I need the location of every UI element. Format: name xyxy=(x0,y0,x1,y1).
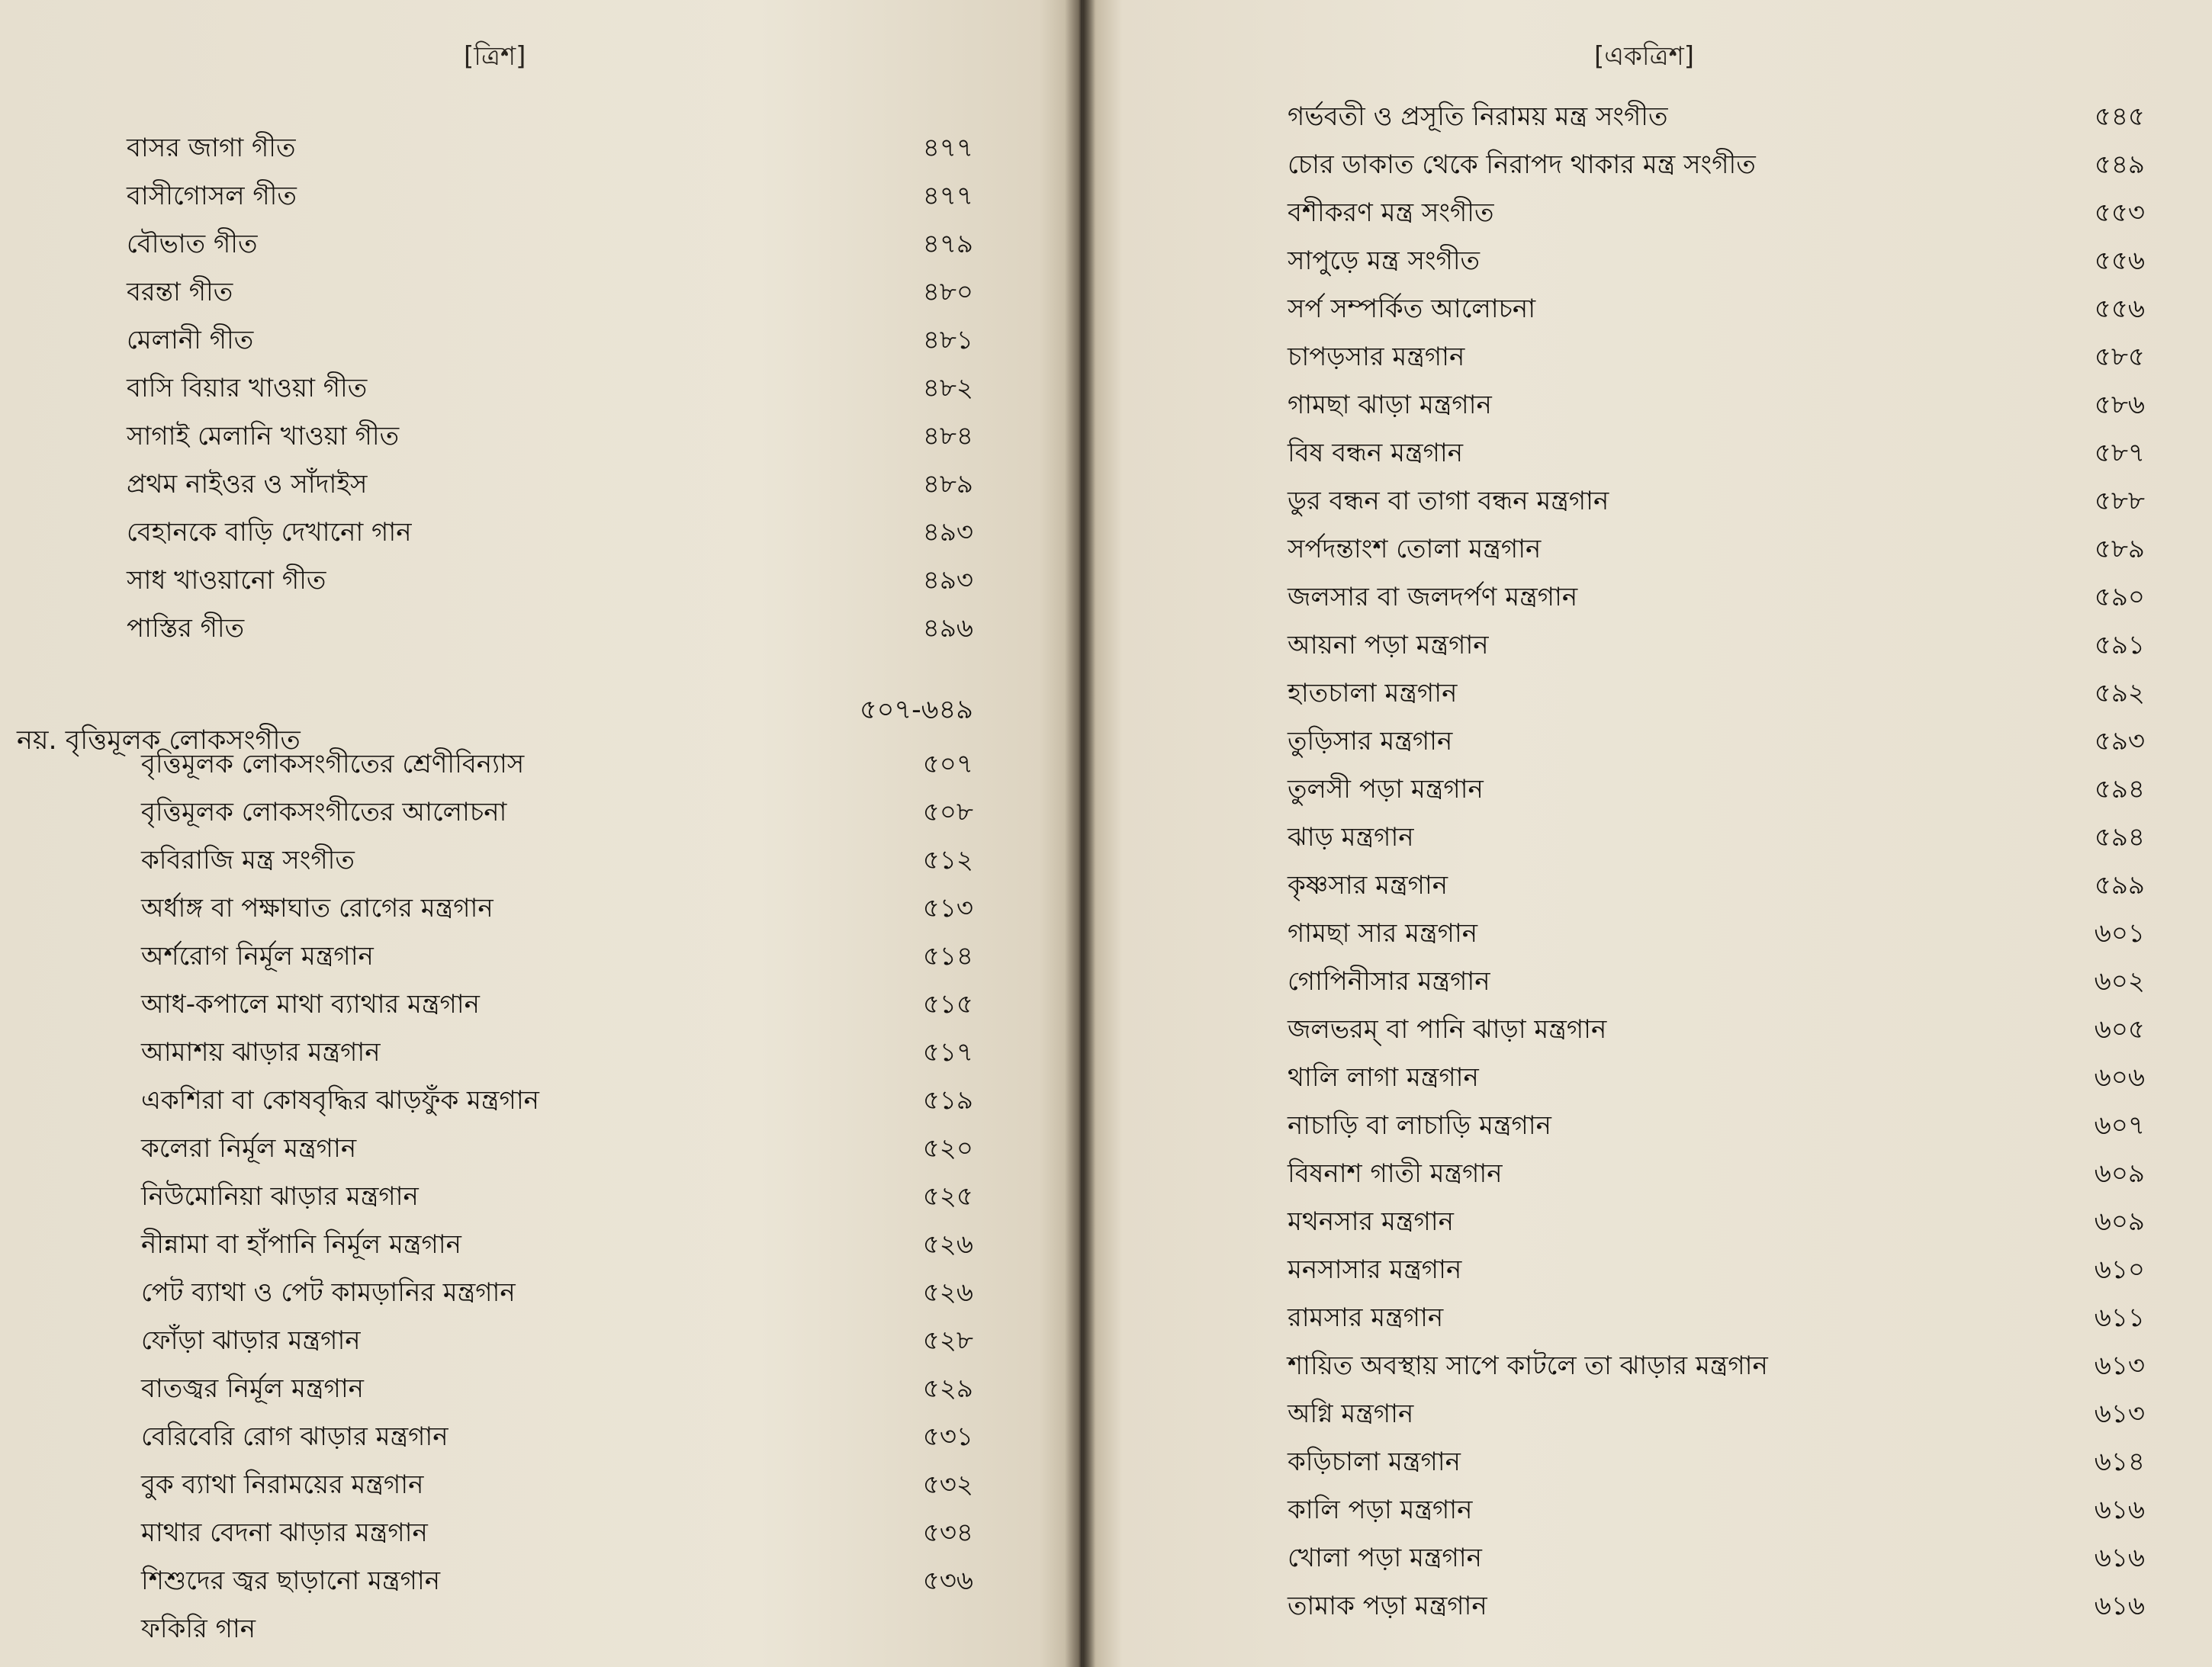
entry-title: বুক ব্যাথা নিরাময়ের মন্ত্রগান xyxy=(141,1469,424,1500)
entry-title: আধ-কপালে মাথা ব্যাথার মন্ত্রগান xyxy=(141,989,480,1020)
entry-title: কালি পড়া মন্ত্রগান xyxy=(1288,1495,1473,1525)
toc-entry xyxy=(127,220,973,268)
entry-title: বাসি বিয়ার খাওয়া গীত xyxy=(127,373,368,403)
entry-title: গামছা সার মন্ত্রগান xyxy=(1288,918,1478,949)
entry-title: চোর ডাকাত থেকে নিরাপদ থাকার মন্ত্র সংগীত xyxy=(1288,149,1756,180)
entry-page-number: ৫৯০ xyxy=(2094,582,2145,612)
toc-entry xyxy=(1288,814,2145,861)
entry-page-number: ৫৮৬ xyxy=(2094,390,2145,420)
entry-page-number: ৪৯৬ xyxy=(922,613,973,644)
entry-page-number: ৫১৫ xyxy=(922,989,973,1020)
toc-entry xyxy=(141,1461,973,1508)
entry-page-number: ৫৯৩ xyxy=(2094,726,2145,756)
entry-page-number: ৬১৬ xyxy=(2094,1591,2145,1621)
entry-page-number: ৪৮০ xyxy=(922,277,973,307)
toc-entry xyxy=(1288,477,2145,525)
entry-page-number: ৫২০ xyxy=(922,1133,973,1164)
toc-entry xyxy=(1288,1342,2145,1389)
entry-page-number: ৪৮৪ xyxy=(922,421,973,451)
section-heading xyxy=(17,686,973,756)
entry-page-number: ৬০১ xyxy=(2094,918,2145,949)
entry-title: মাথার বেদনা ঝাড়ার মন্ত্রগান xyxy=(141,1518,428,1548)
entry-page-number: ৫০৮ xyxy=(922,797,973,827)
toc-entry xyxy=(1288,381,2145,429)
entry-page-number: ৫৪৫ xyxy=(2094,101,2145,132)
toc-entry xyxy=(141,1509,973,1556)
entry-title: ঝাড় মন্ত্রগান xyxy=(1288,822,1414,853)
entry-title: পাস্তির গীত xyxy=(127,613,245,644)
entry-title: বৃত্তিমূলক লোকসংগীতের শ্রেণীবিন্যাস xyxy=(141,749,525,779)
entry-title: গোপিনীসার মন্ত্রগান xyxy=(1288,966,1490,997)
entry-title: একশিরা বা কোষবৃদ্ধির ঝাড়ফুঁক মন্ত্রগান xyxy=(141,1085,539,1116)
entry-page-number: ৫৯২ xyxy=(2094,678,2145,708)
entry-title: মেলানী গীত xyxy=(127,325,254,355)
section-title: নয়. বৃত্তিমূলক লোকসংগীত xyxy=(17,725,301,756)
entry-title: বিষনাশ গাতী মন্ত্রগান xyxy=(1288,1158,1503,1189)
toc-entry xyxy=(141,789,973,836)
toc-entry xyxy=(127,413,973,460)
entry-page-number: ৬১৩ xyxy=(2094,1351,2145,1381)
toc-entry xyxy=(141,837,973,884)
entry-page-number: ৫১৪ xyxy=(922,941,973,972)
entry-title: বাসীগোসল গীত xyxy=(127,181,297,211)
toc-entry xyxy=(141,740,973,788)
left-page xyxy=(0,0,1083,1667)
toc-entry xyxy=(127,365,973,412)
toc-entry xyxy=(127,461,973,508)
toc-entry xyxy=(1288,1246,2145,1293)
entry-title: বৌভাত গীত xyxy=(127,229,258,259)
toc-entry xyxy=(1288,285,2145,332)
toc-entry xyxy=(1288,573,2145,621)
entry-page-number: ৫২৬ xyxy=(922,1229,973,1260)
entry-page-number: ৫৯১ xyxy=(2094,630,2145,660)
entry-page-number: ৫২৮ xyxy=(922,1325,973,1356)
toc-entry xyxy=(1288,189,2145,236)
entry-title: তুলসী পড়া মন্ত্রগান xyxy=(1288,774,1484,805)
entry-title: কবিরাজি মন্ত্র সংগীত xyxy=(141,845,355,875)
entry-title: আয়না পড়া মন্ত্রগান xyxy=(1288,630,1489,660)
entry-title: অগ্নি মন্ত্রগান xyxy=(1288,1399,1414,1429)
section-page-range: ৫০৭-৬৪৯ xyxy=(859,695,973,725)
book-gutter xyxy=(1065,0,1095,1667)
entry-title: বরন্তা গীত xyxy=(127,277,233,307)
entry-title: সর্প সম্পর্কিত আলোচনা xyxy=(1288,294,1536,324)
entry-page-number: ৫৫৩ xyxy=(2094,198,2145,228)
entry-title: বেহানকে বাড়ি দেখানো গান xyxy=(127,517,412,548)
entry-page-number: ৬১০ xyxy=(2094,1254,2145,1285)
entry-title: তামাক পড়া মন্ত্রগান xyxy=(1288,1591,1487,1621)
entry-title: বাসর জাগা গীত xyxy=(127,133,296,163)
toc-entry xyxy=(1288,1390,2145,1437)
toc-entry xyxy=(127,509,973,556)
entry-title: শায়িত অবস্থায় সাপে কাটলে তা ঝাড়ার মন্ত্রগান xyxy=(1288,1351,1768,1381)
entry-page-number: ৫৩২ xyxy=(922,1469,973,1500)
entry-page-number: ৪৭৭ xyxy=(922,133,973,163)
entry-page-number: ৫৯৯ xyxy=(2094,870,2145,901)
toc-entry xyxy=(141,1413,973,1460)
entry-page-number: ৫৩৪ xyxy=(922,1518,973,1548)
toc-entry xyxy=(141,885,973,932)
entry-title: গামছা ঝাড়া মন্ত্রগান xyxy=(1288,390,1492,420)
entry-title: কলেরা নির্মূল মন্ত্রগান xyxy=(141,1133,357,1164)
entry-page-number: ৪৯৩ xyxy=(922,517,973,548)
toc-entry xyxy=(1288,1438,2145,1486)
toc-entry xyxy=(1288,1054,2145,1101)
toc-entry xyxy=(1288,1534,2145,1582)
entry-title: অর্শরোগ নির্মূল মন্ত্রগান xyxy=(141,941,374,972)
right-running-head: [একত্রিশ] xyxy=(1594,41,1695,72)
toc-entry xyxy=(141,1557,973,1604)
entry-page-number: ৬১১ xyxy=(2094,1302,2145,1333)
toc-entry xyxy=(141,981,973,1028)
entry-page-number: ৬১৪ xyxy=(2094,1447,2145,1477)
entry-title: আমাশয় ঝাড়ার মন্ত্রগান xyxy=(141,1037,381,1068)
entry-title: গর্ভবতী ও প্রসূতি নিরাময় মন্ত্র সংগীত xyxy=(1288,101,1668,132)
entry-title: ডুর বন্ধন বা তাগা বন্ধন মন্ত্রগান xyxy=(1288,486,1609,516)
left-running-head: [ত্রিশ] xyxy=(464,41,526,72)
toc-entry xyxy=(1288,429,2145,477)
toc-entry xyxy=(1288,1294,2145,1341)
toc-entry xyxy=(127,268,973,316)
entry-title: বৃত্তিমূলক লোকসংগীতের আলোচনা xyxy=(141,797,507,827)
entry-page-number: ৫১৩ xyxy=(922,893,973,923)
entry-page-number: ৫৪৯ xyxy=(2094,149,2145,180)
entry-page-number: ৬০৯ xyxy=(2094,1158,2145,1189)
toc-entry xyxy=(141,1605,973,1653)
entry-title: রামসার মন্ত্রগান xyxy=(1288,1302,1444,1333)
toc-entry xyxy=(127,605,973,652)
entry-title: বেরিবেরি রোগ ঝাড়ার মন্ত্রগান xyxy=(141,1421,449,1452)
toc-entry xyxy=(1288,718,2145,765)
toc-entry xyxy=(141,1221,973,1268)
toc-entry xyxy=(141,933,973,980)
entry-page-number: ৫৩১ xyxy=(922,1421,973,1452)
toc-entry xyxy=(1288,766,2145,813)
entry-title: বশীকরণ মন্ত্র সংগীত xyxy=(1288,198,1494,228)
toc-entry xyxy=(1288,1198,2145,1245)
entry-page-number: ৫১৭ xyxy=(922,1037,973,1068)
entry-title: খোলা পড়া মন্ত্রগান xyxy=(1288,1543,1482,1573)
entry-title: বিষ বন্ধন মন্ত্রগান xyxy=(1288,438,1464,468)
entry-title: সর্পদন্তাংশ তোলা মন্ত্রগান xyxy=(1288,534,1542,564)
entry-title: নীন্নামা বা হাঁপানি নির্মূল মন্ত্রগান xyxy=(141,1229,461,1260)
entry-title: বাতজ্বর নির্মূল মন্ত্রগান xyxy=(141,1373,364,1404)
entry-title: নাচাড়ি বা লাচাড়ি মন্ত্রগান xyxy=(1288,1110,1551,1141)
entry-title: হাতচালা মন্ত্রগান xyxy=(1288,678,1458,708)
entry-page-number: ৫২৫ xyxy=(922,1181,973,1212)
toc-entry xyxy=(1288,525,2145,573)
entry-title: কড়িচালা মন্ত্রগান xyxy=(1288,1447,1461,1477)
entry-title: ফোঁড়া ঝাড়ার মন্ত্রগান xyxy=(141,1325,361,1356)
entry-page-number: ৫৮৯ xyxy=(2094,534,2145,564)
entry-page-number: ৫১৯ xyxy=(922,1085,973,1116)
entry-page-number: ৫৮৭ xyxy=(2094,438,2145,468)
toc-entry xyxy=(141,1317,973,1364)
entry-page-number: ৪৮৯ xyxy=(922,469,973,499)
entry-page-number: ৫৫৬ xyxy=(2094,246,2145,276)
entry-page-number: ৬০৭ xyxy=(2094,1110,2145,1141)
entry-page-number: ৪৭৯ xyxy=(922,229,973,259)
toc-entry xyxy=(127,557,973,604)
toc-entry xyxy=(1288,958,2145,1005)
toc-entry xyxy=(127,316,973,364)
entry-page-number: ৫৮৫ xyxy=(2094,342,2145,372)
entry-page-number: ৬১৩ xyxy=(2094,1399,2145,1429)
toc-entry xyxy=(1288,1582,2145,1630)
entry-title: জলসার বা জলদর্পণ মন্ত্রগান xyxy=(1288,582,1578,612)
entry-page-number: ৪৯৩ xyxy=(922,565,973,596)
toc-entry xyxy=(141,1365,973,1412)
entry-page-number: ৫২৯ xyxy=(922,1373,973,1404)
toc-entry xyxy=(1288,237,2145,284)
entry-page-number: ৫৮৮ xyxy=(2094,486,2145,516)
entry-title: সাগাই মেলানি খাওয়া গীত xyxy=(127,421,400,451)
toc-entry xyxy=(1288,862,2145,909)
entry-page-number: ৪৭৭ xyxy=(922,181,973,211)
toc-entry xyxy=(141,1077,973,1124)
entry-title: সাপুড়ে মন্ত্র সংগীত xyxy=(1288,246,1481,276)
entry-title: সাধ খাওয়ানো গীত xyxy=(127,565,326,596)
toc-entry xyxy=(1288,622,2145,669)
entry-page-number: ৫৯৪ xyxy=(2094,822,2145,853)
toc-entry xyxy=(1288,1150,2145,1197)
toc-entry xyxy=(127,172,973,220)
toc-entry xyxy=(141,1029,973,1076)
toc-entry xyxy=(141,1269,973,1316)
entry-page-number: ৪৮১ xyxy=(922,325,973,355)
toc-entry xyxy=(127,124,973,172)
entry-page-number: ৫২৬ xyxy=(922,1277,973,1308)
toc-entry xyxy=(141,1125,973,1172)
entry-page-number: ৫০৭ xyxy=(922,749,973,779)
entry-title: পেট ব্যাথা ও পেট কামড়ানির মন্ত্রগান xyxy=(141,1277,516,1308)
entry-title: প্রথম নাইওর ও সাঁদাইস xyxy=(127,469,368,499)
entry-title: চাপড়সার মন্ত্রগান xyxy=(1288,342,1465,372)
entry-page-number: ৪৮২ xyxy=(922,373,973,403)
entry-page-number: ৬০৫ xyxy=(2094,1014,2145,1045)
toc-entry xyxy=(1288,1102,2145,1149)
entry-page-number: ৫১২ xyxy=(922,845,973,875)
toc-entry xyxy=(1288,910,2145,957)
entry-page-number: ৬১৬ xyxy=(2094,1543,2145,1573)
entry-title: শিশুদের জ্বর ছাড়ানো মন্ত্রগান xyxy=(141,1566,441,1596)
entry-title: ফকিরি গান xyxy=(141,1614,256,1644)
entry-title: কৃষ্ণসার মন্ত্রগান xyxy=(1288,870,1448,901)
entry-page-number: ৬০২ xyxy=(2094,966,2145,997)
toc-entry xyxy=(141,1173,973,1220)
toc-entry xyxy=(1288,1486,2145,1534)
toc-entry xyxy=(1288,93,2145,140)
entry-title: মনসাসার মন্ত্রগান xyxy=(1288,1254,1462,1285)
toc-entry xyxy=(1288,333,2145,381)
entry-title: জলভরম্ বা পানি ঝাড়া মন্ত্রগান xyxy=(1288,1014,1607,1045)
entry-title: তুড়িসার মন্ত্রগান xyxy=(1288,726,1453,756)
entry-title: অর্ধাঙ্গ বা পক্ষাঘাত রোগের মন্ত্রগান xyxy=(141,893,494,923)
entry-title: মথনসার মন্ত্রগান xyxy=(1288,1206,1454,1237)
entry-page-number: ৫৩৬ xyxy=(922,1566,973,1596)
entry-page-number: ৬১৬ xyxy=(2094,1495,2145,1525)
toc-entry xyxy=(1288,1006,2145,1053)
entry-page-number: ৫৫৬ xyxy=(2094,294,2145,324)
entry-title: নিউমোনিয়া ঝাড়ার মন্ত্রগান xyxy=(141,1181,419,1212)
toc-entry xyxy=(1288,670,2145,717)
entry-page-number: ৫৯৪ xyxy=(2094,774,2145,805)
entry-page-number: ৬০৯ xyxy=(2094,1206,2145,1237)
entry-title: থালি লাগা মন্ত্রগান xyxy=(1288,1062,1479,1093)
entry-page-number: ৬০৬ xyxy=(2094,1062,2145,1093)
toc-entry xyxy=(1288,141,2145,188)
